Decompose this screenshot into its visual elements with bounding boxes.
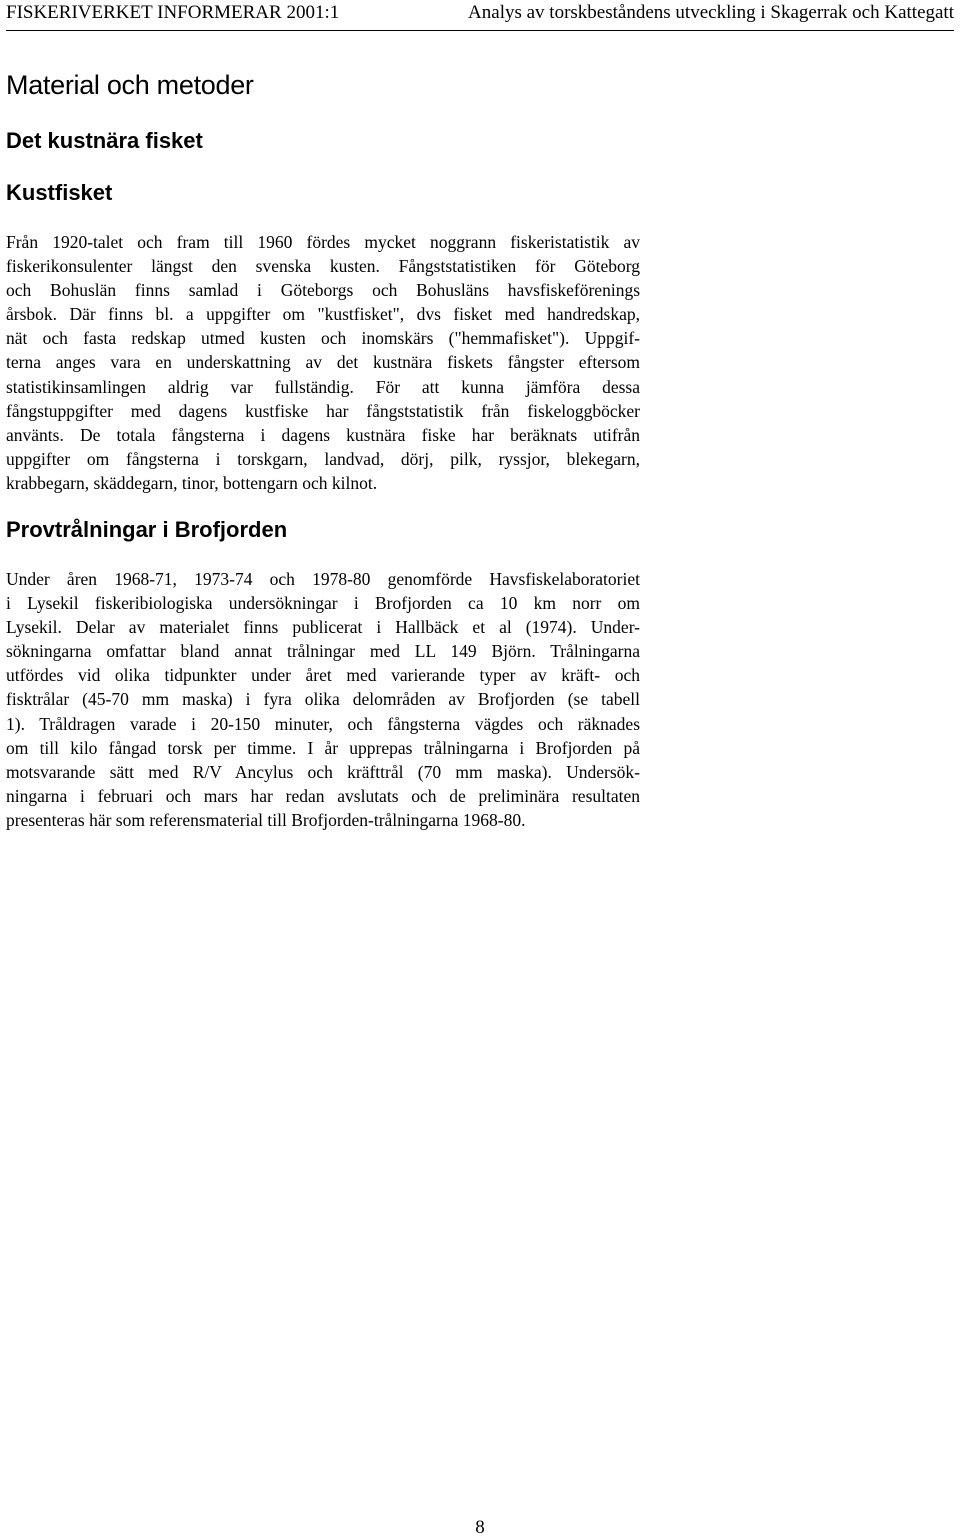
header-publication: FISKERIVERKET INFORMERAR 2001:1 [6, 2, 340, 23]
header-title: Analys av torskbeståndens utveckling i Skagerrak och Kattegatt [468, 2, 954, 23]
page-header [6, 0, 954, 31]
paragraph-line: Lysekil. Delar av materialet finns publicerat i Hallbäck et al (1974). Under- [6, 617, 640, 638]
paragraph-line: krabbegarn, skäddegarn, tinor, bottengarn och kilnot. [6, 472, 378, 493]
paragraph-line: nät och fasta redskap utmed kusten och inomskärs ("hemmafisket"). Uppgif- [6, 328, 640, 349]
paragraph-line: i Lysekil fiskeribiologiska undersökningar i Brofjorden ca 10 km norr om [6, 593, 640, 614]
paragraph-line: 1). Tråldragen varade i 20-150 minuter, och fångsterna vägdes och räknades [6, 713, 640, 734]
paragraph-line: sökningarna omfattar bland annat trålningar med LL 149 Björn. Trålningarna [6, 641, 640, 662]
kustfisket-paragraph [6, 230, 640, 495]
paragraph-line: årsbok. Där finns bl. a uppgifter om "kustfisket", dvs fisket med handredskap, [6, 304, 640, 325]
provtralningar-heading: Provtrålningar i Brofjorden [6, 517, 288, 542]
page-number: 8 [475, 1517, 485, 1538]
paragraph-line: fisktrålar (45-70 mm maska) i fyra olika delområden av Brofjorden (se tabell [6, 689, 640, 710]
paragraph-line: använts. De totala fångsterna i dagens kustnära fiske har beräknats utifrån [6, 424, 640, 445]
paragraph-line: fiskerikonsulenter längst den svenska kusten. Fångststatistiken för Göteborg [6, 256, 640, 277]
paragraph-line: terna anges vara en underskattning av det kustnära fiskets fångster eftersom [6, 352, 640, 373]
paragraph-line: och Bohuslän finns samlad i Göteborgs och Bohusläns havsfiskeförenings [6, 280, 640, 301]
section-heading: Material och metoder [6, 70, 254, 100]
kustfisket-heading: Kustfisket [6, 180, 113, 205]
paragraph-line: fångstuppgifter med dagens kustfiske har fångststatistik från fiskeloggböcker [6, 400, 640, 421]
paragraph-line: utfördes vid olika tidpunkter under året med varierande typer av kräft- och [6, 665, 640, 686]
paragraph-line: uppgifter om fångsterna i torskgarn, landvad, dörj, pilk, ryssjor, blekegarn, [6, 448, 640, 469]
provtralningar-paragraph [6, 567, 640, 832]
paragraph-line: om till kilo fångad torsk per timme. I år upprepas trålningarna i Brofjorden på [6, 737, 640, 758]
paragraph-line: motsvarande sätt med R/V Ancylus och kräfttrål (70 mm maska). Undersök- [6, 761, 640, 782]
paragraph-line: Från 1920-talet och fram till 1960 fördes mycket noggrann fiskeristatistik av [6, 232, 640, 252]
paragraph-line: statistikinsamlingen aldrig var fullständig. För att kunna jämföra dessa [6, 376, 640, 397]
subsection-heading: Det kustnära fisket [6, 128, 203, 153]
paragraph-line: ningarna i februari och mars har redan avslutats och de preliminära resultaten [6, 785, 640, 806]
paragraph-line: Under åren 1968-71, 1973-74 och 1978-80 genomförde Havsfiskelaboratoriet [6, 569, 640, 589]
paragraph-line: presenteras här som referensmaterial till Brofjorden-trålningarna 1968-80. [6, 809, 526, 830]
